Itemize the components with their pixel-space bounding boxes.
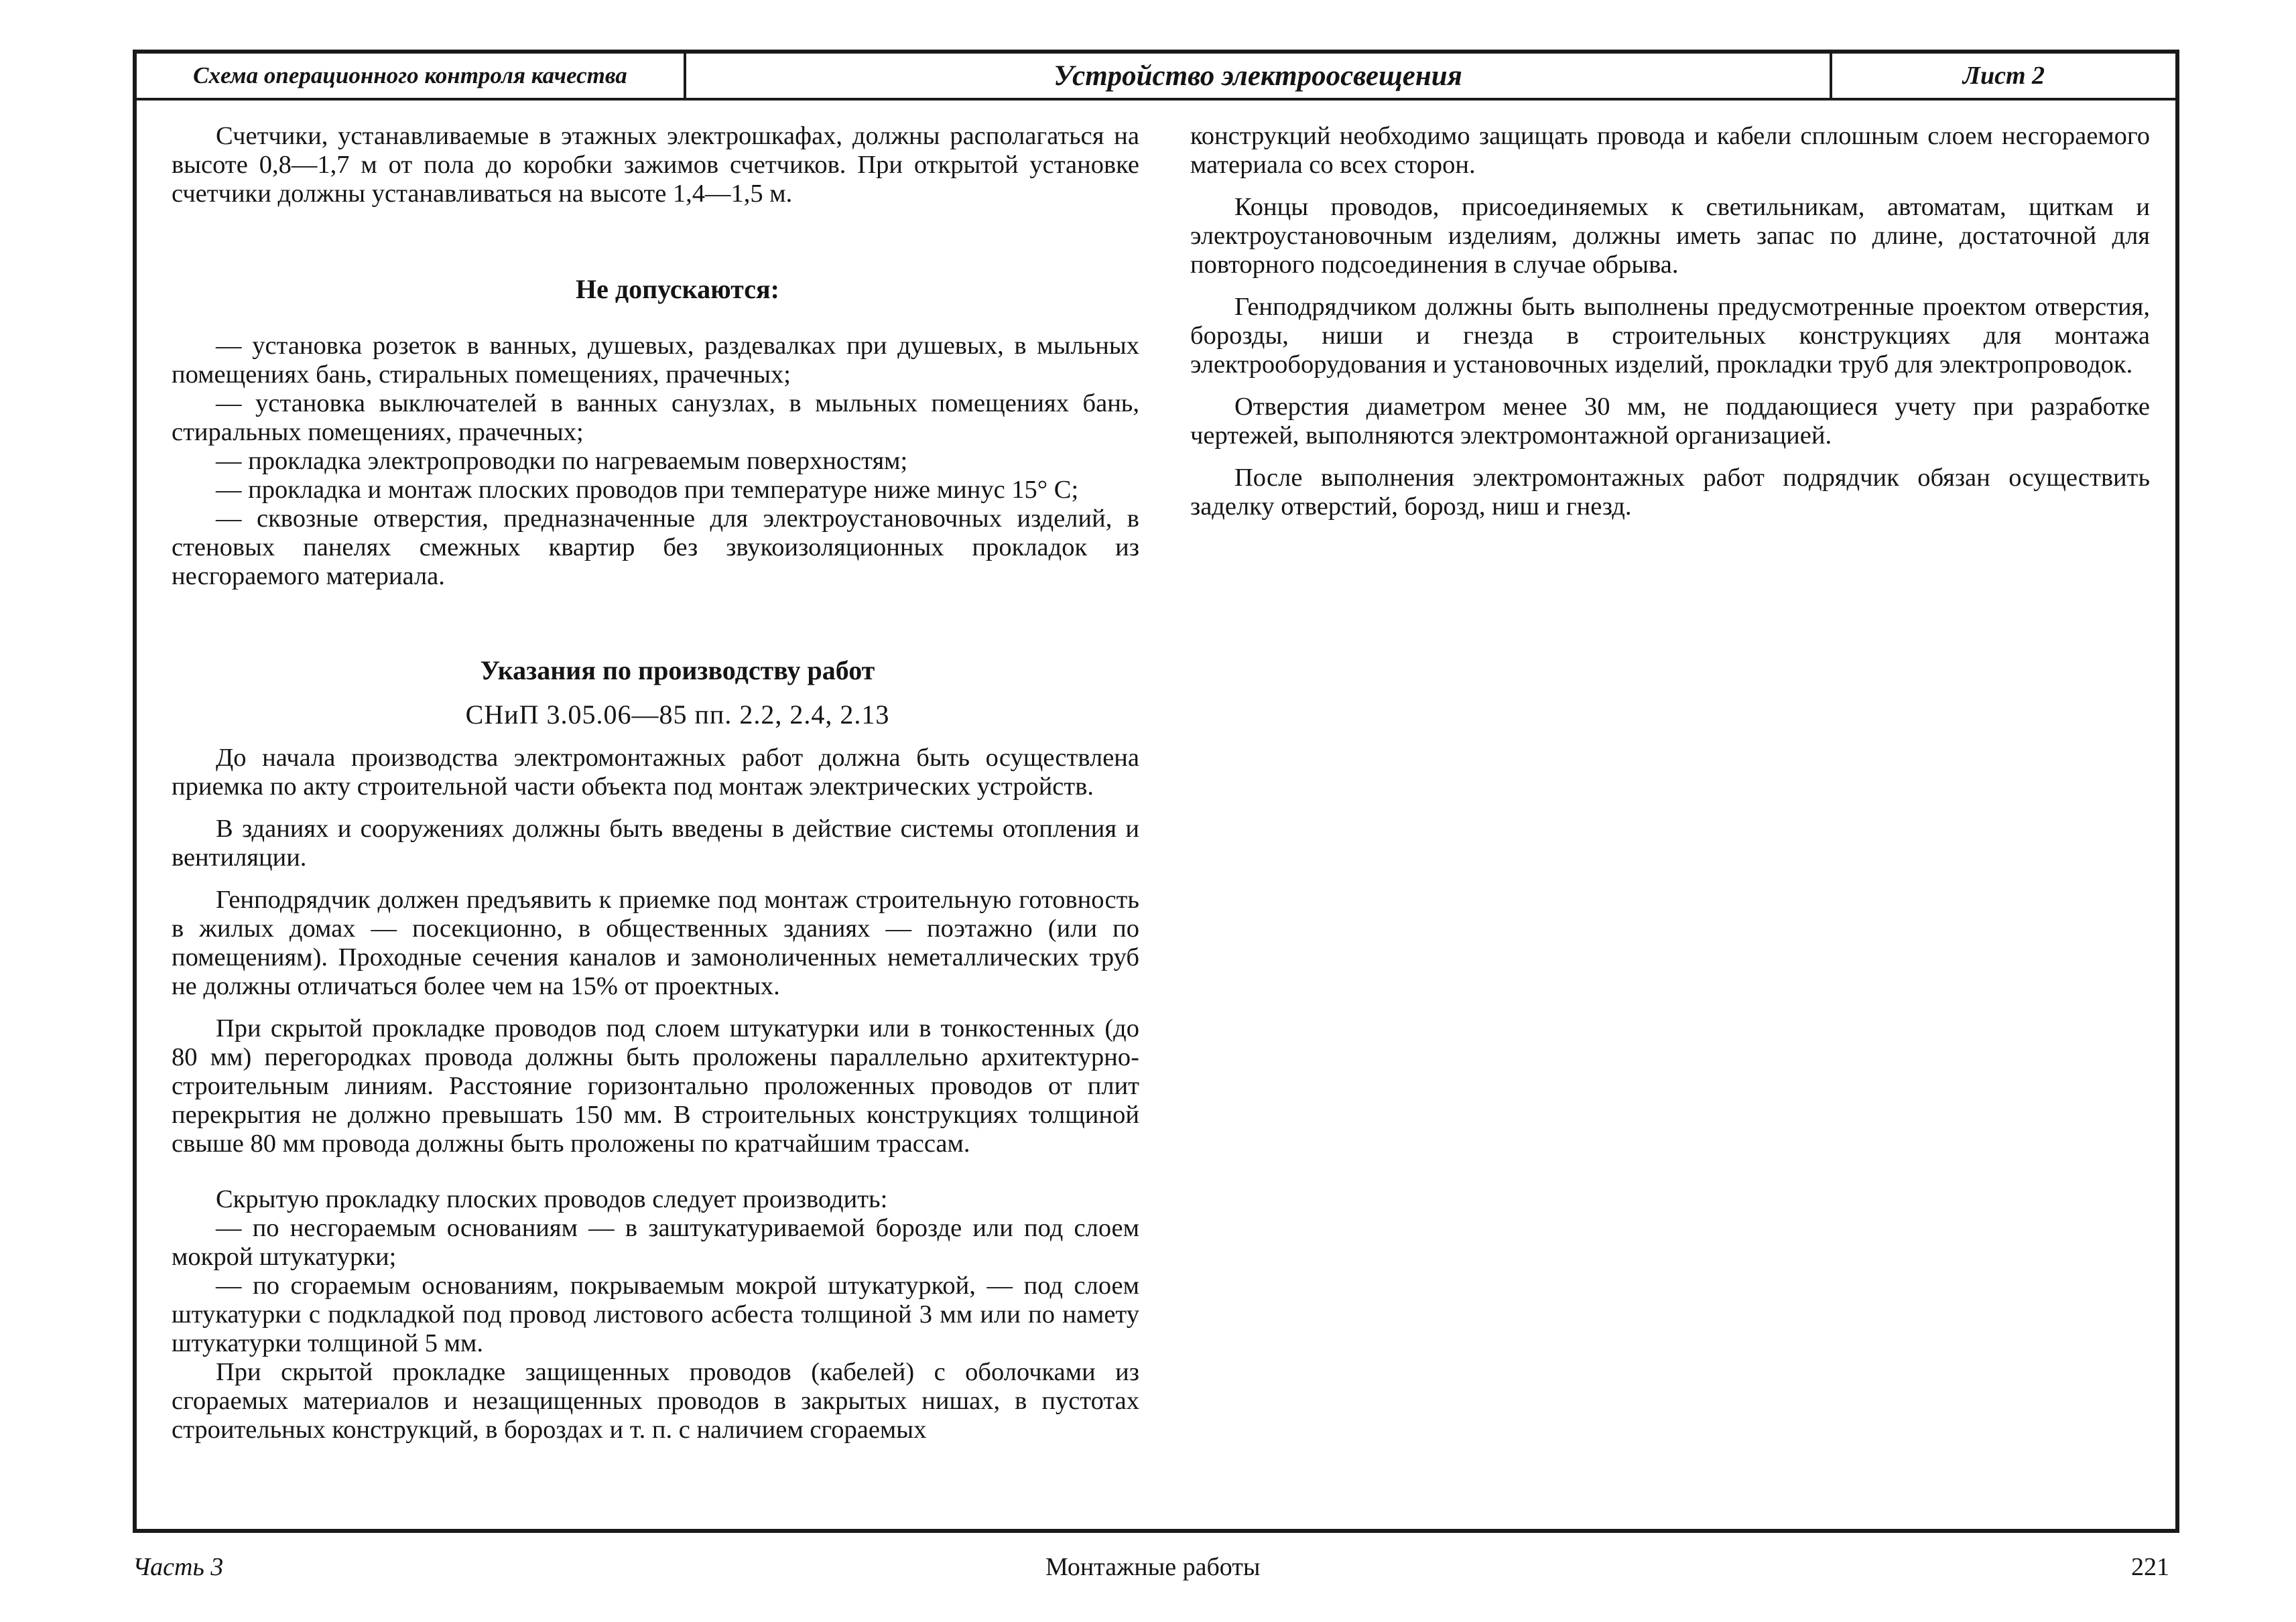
flat-wires-intro: Скрытую прокладку плоских проводов следует производить: <box>216 1185 888 1213</box>
page-frame <box>133 50 2179 1533</box>
page-number: 221 <box>2131 1553 2169 1581</box>
doc-type-cell: Схема операционного контроля качества <box>137 54 686 98</box>
list-item: — прокладка электропроводки по нагреваемым поверхностям; <box>216 447 908 475</box>
paragraph: До начала производства электромонтажных работ должна быть осуществлена приемка по акту строительной части объекта под монтаж электрических устройств. <box>172 744 1139 801</box>
footer-part: Часть 3 <box>133 1553 224 1581</box>
instructions-heading: Указания по производству работ <box>480 655 875 685</box>
list-item: — установка выключателей в ванных санузлах, в мыльных помещениях бань, стиральных помещениях, прачечных; <box>172 389 1139 446</box>
list-item: — сквозные отверстия, предназначенные для электроустановочных изделий, в стеновых панелях смежных квартир без звукоизоляционных прокладок из несгораемого материала. <box>172 504 1139 590</box>
footer-section: Монтажные работы <box>1045 1553 1261 1581</box>
continued-paragraph: конструкций необходимо защищать провода и кабели сплошным слоем несгораемого материала со всех сторон. <box>1190 122 2150 179</box>
paragraph: Генподрядчик должен предъявить к приемке под монтаж строительную готовность в жилых домах — посекционно, в общественных зданиях — поэтажно (или по помещениям). Проходные сечения каналов и замоноличенных неметаллических труб не должны отличаться более чем на 15% от проектных. <box>172 886 1139 1000</box>
paragraph: При скрытой прокладке защищенных проводов (кабелей) с оболочками из сгораемых материалов и незащищенных проводов в закрытых нишах, в пустотах строительных конструкций, в бороздах и т. п. с наличием сгораемых <box>172 1358 1139 1444</box>
intro-paragraph: Счетчики, устанавливаемые в этажных электрошкафах, должны располагаться на высоте 0,8—1,7 м от пола до коробки зажимов счетчиков. При открытой установке счетчики должны устанавливаться на высоте 1,4—1,5 м. <box>172 122 1139 208</box>
instructions-reference: СНиП 3.05.06—85 пп. 2.2, 2.4, 2.13 <box>465 699 890 730</box>
sheet-number: Лист 2 <box>1962 62 2045 90</box>
header-table <box>137 54 2175 100</box>
paragraph: Генподрядчиком должны быть выполнены предусмотренные проектом отверстия, борозды, ниши и гнезда в строительных конструкциях для монтажа электрооборудования и установочных изделий, прокладки труб для электропроводок. <box>1190 293 2150 379</box>
list-item: — по сгораемым основаниям, покрываемым мокрой штукатуркой, — под слоем штукатурки с подкладкой под провод листового асбеста толщиной 3 мм или по намету штукатурки толщиной 5 мм. <box>172 1272 1139 1357</box>
paragraph: Концы проводов, присоединяемых к светильникам, автоматам, щиткам и электроустановочным изделиям, должны иметь запас по длине, достаточной для повторного подсоединения в случае обрыва. <box>1190 193 2150 279</box>
paragraph: При скрытой прокладке проводов под слоем штукатурки или в тонкостенных (до 80 мм) перегородках провода должны быть проложены параллельно архитектурно-строительным линиям. Расстояние горизонтально проложенных проводов от плит перекрытия не должно превышать 150 мм. В строительных конструкциях толщиной свыше 80 мм провода должны быть проложены по кратчайшим трассам. <box>172 1014 1139 1158</box>
list-item: — прокладка и монтаж плоских проводов при температуре ниже минус 15° С; <box>216 476 1079 504</box>
page-title: Устройство электроосвещения <box>686 54 1832 98</box>
paragraph: В зданиях и сооружениях должны быть введены в действие системы отопления и вентиляции. <box>172 815 1139 872</box>
left-column <box>172 122 1139 1444</box>
right-column <box>1190 122 2150 535</box>
list-item: — установка розеток в ванных, душевых, раздевалках при душевых, в мыльных помещениях бань, стиральных помещениях, прачечных; <box>172 332 1139 389</box>
paragraph: После выполнения электромонтажных работ подрядчик обязан осуществить заделку отверстий, борозд, ниш и гнезд. <box>1190 464 2150 521</box>
not-allowed-heading: Не допускаются: <box>575 274 779 304</box>
paragraph: Отверстия диаметром менее 30 мм, не поддающиеся учету при разработке чертежей, выполняются электромонтажной организацией. <box>1190 393 2150 450</box>
list-item: — по несгораемым основаниям — в заштукатуриваемой борозде или под слоем мокрой штукатурки; <box>172 1214 1139 1271</box>
